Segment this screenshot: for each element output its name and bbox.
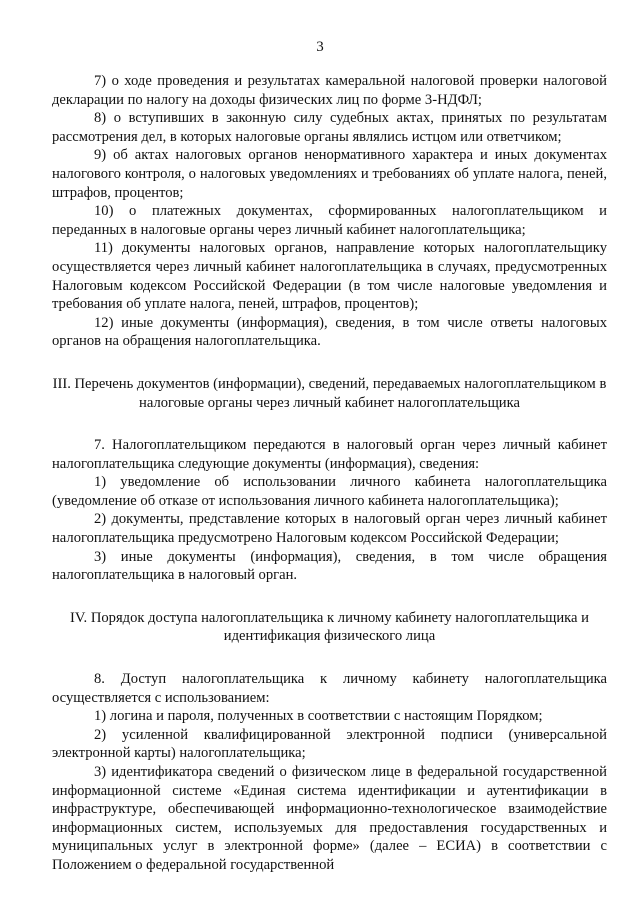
list-item: 11) документы налоговых органов, направление которых налогоплательщику осуществляется через личный кабинет налогоплательщика в случаях, предусмотренных Налоговым кодексом Российской Федерации (в том числе налоговые уведомления и требования об уплате налога, пеней, штрафов, процентов); bbox=[52, 240, 607, 313]
document-body bbox=[52, 72, 607, 875]
clause-8: 8. Доступ налогоплательщика к личному кабинету налогоплательщика осуществляется с использованием: bbox=[52, 671, 607, 706]
list-item: 2) усиленной квалифицированной электронной подписи (универсальной электронной карты) налогоплательщика; bbox=[52, 726, 607, 762]
list-item: 10) о платежных документах, сформированных налогоплательщиком и переданных в налоговые органы через личный кабинет налогоплательщика; bbox=[52, 203, 607, 238]
section-4-heading: IV. Порядок доступа налогоплательщика к личному кабинету налогоплательщика и идентификация физического лица bbox=[70, 609, 589, 645]
clause-7: 7. Налогоплательщиком передаются в налоговый орган через личный кабинет налогоплательщика следующие документы (информация), сведения: bbox=[52, 437, 607, 472]
list-item: 3) идентификатора сведений о физическом лице в федеральной государственной информационной системе «Единая система идентификации и аутентификации в инфраструктуре, обеспечивающей информационно-технологическое взаимодействие информационных систем, используемых для предоставления государственных и муниципальных услуг в электронной форме» (далее – ЕСИА) в соответствии с Положением о федеральной государственной bbox=[52, 764, 607, 873]
list-item: 9) об актах налоговых органов ненормативного характера и иных документах налогового контроля, о налоговых уведомлениях и требованиях об уплате налога, пеней, штрафов, процентов; bbox=[52, 147, 607, 201]
list-item: 7) о ходе проведения и результатах камеральной налоговой проверки налоговой декларации по налогу на доходы физических лиц по форме 3-НДФЛ; bbox=[52, 73, 607, 108]
list-item: 1) уведомление об использовании личного кабинета налогоплательщика (уведомление об отказе от использования личного кабинета налогоплательщика); bbox=[52, 474, 607, 509]
list-item: 8) о вступивших в законную силу судебных актах, принятых по результатам рассмотрения дел, в которых налоговые органы являлись истцом или ответчиком; bbox=[52, 110, 607, 145]
list-item: 2) документы, представление которых в налоговый орган через личный кабинет налогоплательщика предусмотрено Налоговым кодексом Российской Федерации; bbox=[52, 511, 607, 547]
section-3-heading: III. Перечень документов (информации), сведений, передаваемых налогоплательщиком в налоговые органы через личный кабинет налогоплательщика bbox=[52, 375, 607, 411]
list-item: 1) логина и пароля, полученных в соответствии с настоящим Порядком; bbox=[94, 708, 543, 725]
list-item: 12) иные документы (информация), сведения, в том числе ответы налоговых органов на обращения налогоплательщика. bbox=[52, 314, 607, 350]
page-number: 3 bbox=[316, 39, 324, 55]
list-item: 3) иные документы (информация), сведения, в том числе обращения налогоплательщика в налоговый орган. bbox=[52, 548, 607, 584]
